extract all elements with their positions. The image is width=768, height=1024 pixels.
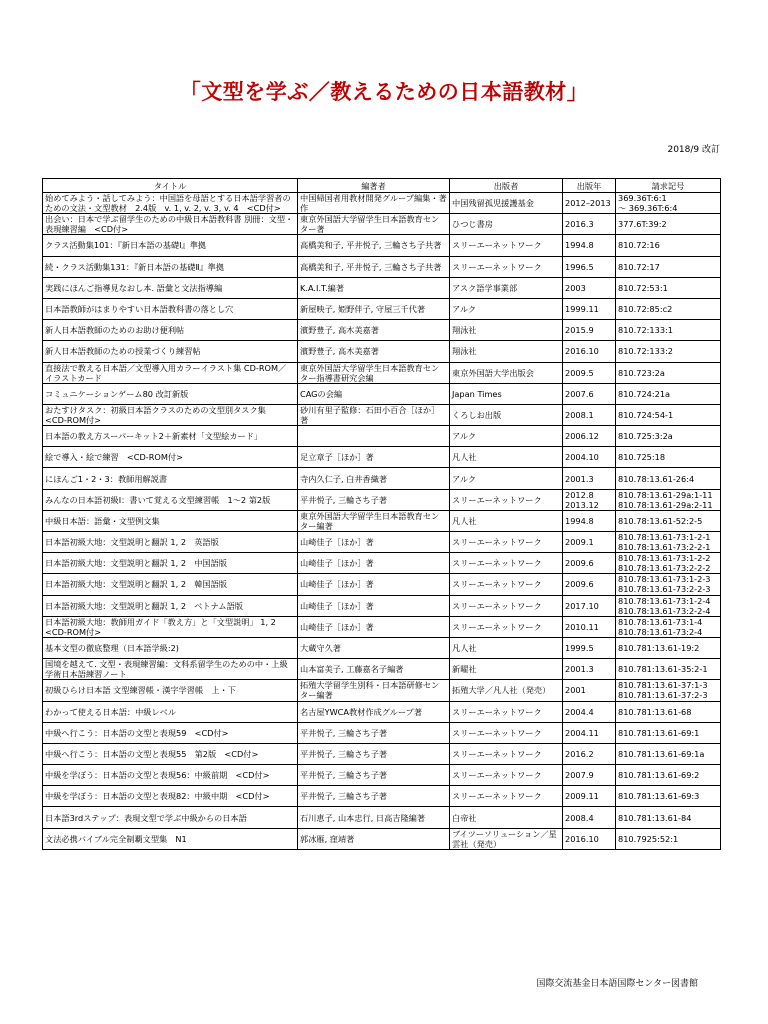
cell-year: 2006.12: [563, 426, 616, 447]
cell-year: 2008.4: [563, 807, 616, 828]
cell-call-number: 810.78:13.61-29a:1-11 810.78:13.61-29a:2-11: [616, 489, 721, 510]
table-row: [43, 574, 721, 595]
table-row: [43, 616, 721, 637]
cell-publisher: スリーエーネットワーク: [450, 489, 563, 510]
cell-publisher: スリーエーネットワーク: [450, 532, 563, 553]
cell-publisher: アルク: [450, 298, 563, 319]
cell-author: 平井悦子, 三輪さち子著: [298, 765, 450, 786]
cell-title: 中級を学ぼう：日本語の文型と表現82：中級中期 <CD付>: [43, 786, 298, 807]
cell-year: 2007.9: [563, 765, 616, 786]
cell-author: 東京外国語大学留学生日本語教育センター著: [298, 214, 450, 235]
cell-year: 2009.5: [563, 362, 616, 383]
cell-title: 日本語初級大地：教師用ガイド「教え方」と「文型説明」 1, 2 <CD-ROM付>: [43, 616, 298, 637]
page-title: 「文型を学ぶ／教えるための日本語教材」: [179, 80, 589, 104]
cell-publisher: アルク: [450, 468, 563, 489]
table-row: [43, 680, 721, 701]
cell-title: 絵で導入・絵で練習 <CD-ROM付>: [43, 447, 298, 468]
cell-publisher: スリーエーネットワーク: [450, 256, 563, 277]
column-header-year: 出版年: [563, 179, 616, 193]
cell-author: 寺内久仁子, 白井香織著: [298, 468, 450, 489]
table-row: [43, 722, 721, 743]
cell-title: コミュニケーションゲーム80 改訂新版: [43, 383, 298, 404]
cell-year: 2010.11: [563, 616, 616, 637]
table-row: [43, 637, 721, 658]
cell-year: 2003: [563, 277, 616, 298]
cell-year: 2015.9: [563, 320, 616, 341]
table-row: [43, 807, 721, 828]
cell-call-number: 810.781:13.61-35:2-1: [616, 659, 721, 680]
cell-call-number: 810.72:85:c2: [616, 298, 721, 319]
cell-title: わかって使える日本語：中級レベル: [43, 701, 298, 722]
cell-title: 国境を越えて. 文型・表現練習編：文科系留学生のための中・上級学術日本語練習ノート: [43, 659, 298, 680]
cell-year: 2009.1: [563, 532, 616, 553]
cell-call-number: 810.78:13.61-73:1-4 810.78:13.61-73:2-4: [616, 616, 721, 637]
cell-publisher: Japan Times: [450, 383, 563, 404]
cell-author: 濱野豊子, 高木美嘉著: [298, 320, 450, 341]
cell-call-number: 810.72:16: [616, 235, 721, 256]
cell-year: 2007.6: [563, 383, 616, 404]
cell-title: 出会い：日本で学ぶ留学生のための中級日本語教科書 別冊：文型・表現練習編 <CD付>: [43, 214, 298, 235]
cell-publisher: 凡人社: [450, 447, 563, 468]
cell-publisher: アスク語学事業部: [450, 277, 563, 298]
cell-title: おたすけタスク：初級日本語クラスのための文型別タスク集 <CD-ROM付>: [43, 404, 298, 425]
table-row: [43, 383, 721, 404]
cell-year: 2004.4: [563, 701, 616, 722]
cell-call-number: 810.725:18: [616, 447, 721, 468]
cell-call-number: 810.781:13.61-69:1: [616, 722, 721, 743]
cell-year: 2004.10: [563, 447, 616, 468]
cell-publisher: スリーエーネットワーク: [450, 595, 563, 616]
cell-title: 日本語初級大地：文型説明と翻訳 1, 2 中国語版: [43, 553, 298, 574]
cell-title: みんなの日本語初級Ⅰ：書いて覚える文型練習帳 1～2 第2版: [43, 489, 298, 510]
cell-call-number: 810.72:133:2: [616, 341, 721, 362]
cell-author: 濱野豊子, 高木美嘉著: [298, 341, 450, 362]
cell-year: 2001: [563, 680, 616, 701]
cell-title: 文法必携バイブル完全制覇文型集 N1: [43, 828, 298, 849]
cell-author: 山崎佳子［ほか］著: [298, 595, 450, 616]
cell-author: 山崎佳子［ほか］著: [298, 553, 450, 574]
cell-call-number: 810.724:54-1: [616, 404, 721, 425]
cell-year: 1994.8: [563, 235, 616, 256]
cell-author: 足立章子［ほか］著: [298, 447, 450, 468]
cell-title: 新人日本語教師のための授業づくり練習帖: [43, 341, 298, 362]
cell-publisher: スリーエーネットワーク: [450, 553, 563, 574]
cell-call-number: 810.781:13.61-69:2: [616, 765, 721, 786]
cell-call-number: 810.781:13.61-69:3: [616, 786, 721, 807]
cell-author: 砂川有里子監修：石田小百合［ほか］著: [298, 404, 450, 425]
cell-title: 中級日本語：語彙・文型例文集: [43, 510, 298, 531]
cell-call-number: 810.724:21a: [616, 383, 721, 404]
cell-publisher: アルク: [450, 426, 563, 447]
cell-call-number: 810.781:13.61-69:1a: [616, 743, 721, 764]
table-row: [43, 489, 721, 510]
cell-publisher: スリーエーネットワーク: [450, 574, 563, 595]
cell-call-number: 810.78:13.61-26:4: [616, 468, 721, 489]
cell-title: 日本語3rdステップ：表現文型で学ぶ中級からの日本語: [43, 807, 298, 828]
cell-title: 中級へ行こう：日本語の文型と表現59 <CD付>: [43, 722, 298, 743]
cell-year: 1994.8: [563, 510, 616, 531]
cell-year: 2012.8 2013.12: [563, 489, 616, 510]
cell-publisher: 白帝社: [450, 807, 563, 828]
cell-publisher: 翔泳社: [450, 341, 563, 362]
cell-title: 日本語初級大地：文型説明と翻訳 1, 2 英語版: [43, 532, 298, 553]
catalog-table: [42, 178, 721, 850]
cell-publisher: ブイツーソリューション／星雲社（発売）: [450, 828, 563, 849]
cell-title: 中級へ行こう：日本語の文型と表現55 第2版 <CD付>: [43, 743, 298, 764]
cell-year: 2001.3: [563, 659, 616, 680]
cell-author: 山崎佳子［ほか］著: [298, 574, 450, 595]
table-row: [43, 765, 721, 786]
cell-call-number: 810.72:133:1: [616, 320, 721, 341]
cell-year: 2016.3: [563, 214, 616, 235]
column-header-title: タイトル: [43, 179, 298, 193]
table-row: [43, 595, 721, 616]
cell-call-number: 810.7925:52:1: [616, 828, 721, 849]
cell-title: 実践にほんご指導見なおし本. 語彙と文法指導編: [43, 277, 298, 298]
cell-publisher: 凡人社: [450, 510, 563, 531]
table-row: [43, 256, 721, 277]
cell-author: 石川恵子, 山本忠行, 日高吉隆編著: [298, 807, 450, 828]
cell-year: 2017.10: [563, 595, 616, 616]
cell-call-number: 810.78:13.61-73:1-2-1 810.78:13.61-73:2-2-1: [616, 532, 721, 553]
cell-author: 拓殖大学留学生別科・日本語研修センター編著: [298, 680, 450, 701]
cell-call-number: 810.781:13.61-84: [616, 807, 721, 828]
cell-call-number: 377.6T:39:2: [616, 214, 721, 235]
table-row: [43, 447, 721, 468]
table-row: [43, 235, 721, 256]
cell-year: 2009.6: [563, 574, 616, 595]
cell-publisher: 翔泳社: [450, 320, 563, 341]
cell-year: 2009.6: [563, 553, 616, 574]
cell-publisher: スリーエーネットワーク: [450, 786, 563, 807]
cell-year: 1996.5: [563, 256, 616, 277]
cell-call-number: 369.36T:6:1 ～ 369.36T:6:4: [616, 193, 721, 214]
table-header-row: [43, 179, 721, 193]
column-header-call-number: 請求記号: [616, 179, 721, 193]
cell-year: 2004.11: [563, 722, 616, 743]
table-row: [43, 828, 721, 849]
cell-publisher: スリーエーネットワーク: [450, 743, 563, 764]
cell-year: 2001.3: [563, 468, 616, 489]
revision-date: 2018/9 改訂: [667, 145, 720, 155]
cell-publisher: スリーエーネットワーク: [450, 616, 563, 637]
cell-author: 東京外国語大学留学生日本語教育センター編著: [298, 510, 450, 531]
cell-publisher: 中国残留孤児援護基金: [450, 193, 563, 214]
cell-call-number: 810.72:53:1: [616, 277, 721, 298]
table-row: [43, 298, 721, 319]
cell-call-number: 810.781:13.61-68: [616, 701, 721, 722]
cell-call-number: 810.723:2a: [616, 362, 721, 383]
cell-publisher: 新曜社: [450, 659, 563, 680]
table-row: [43, 510, 721, 531]
cell-author: 高橋美和子, 平井悦子, 三輪さち子共著: [298, 235, 450, 256]
cell-author: 新屋映子, 姫野伴子, 守屋三千代著: [298, 298, 450, 319]
cell-author: 中国帰国者用教材開発グループ編集・著作: [298, 193, 450, 214]
cell-title: 日本語初級大地：文型説明と翻訳 1, 2 韓国語版: [43, 574, 298, 595]
cell-call-number: 810.78:13.61-73:1-2-4 810.78:13.61-73:2-2-4: [616, 595, 721, 616]
column-header-publisher: 出版者: [450, 179, 563, 193]
cell-year: 2016.10: [563, 341, 616, 362]
cell-title: 基本文型の徹底整理（日本語学級:2): [43, 637, 298, 658]
cell-publisher: スリーエーネットワーク: [450, 765, 563, 786]
cell-author: 平井悦子, 三輪さち子著: [298, 786, 450, 807]
cell-year: 2016.2: [563, 743, 616, 764]
cell-call-number: 810.781:13.61-19:2: [616, 637, 721, 658]
cell-author: CAGの会編: [298, 383, 450, 404]
cell-call-number: 810.78:13.61-73:1-2-3 810.78:13.61-73:2-2-3: [616, 574, 721, 595]
cell-call-number: 810.78:13.61-73:1-2-2 810.78:13.61-73:2-2-2: [616, 553, 721, 574]
table-row: [43, 362, 721, 383]
cell-author: 平井悦子, 三輪さち子著: [298, 722, 450, 743]
cell-title: にほんご1・2・3：教師用解説書: [43, 468, 298, 489]
table-row: [43, 277, 721, 298]
cell-publisher: 東京外国語大学出版会: [450, 362, 563, 383]
table-row: [43, 553, 721, 574]
table-row: [43, 701, 721, 722]
table-row: [43, 320, 721, 341]
cell-publisher: ひつじ書房: [450, 214, 563, 235]
cell-publisher: スリーエーネットワーク: [450, 235, 563, 256]
cell-call-number: 810.781:13.61-37:1-3 810.781:13.61-37:2-3: [616, 680, 721, 701]
cell-call-number: 810.78:13.61-52:2-5: [616, 510, 721, 531]
cell-author: 高橋美和子, 平井悦子, 三輪さち子共著: [298, 256, 450, 277]
cell-title: 日本語教師がはまりやすい日本語教科書の落とし穴: [43, 298, 298, 319]
cell-author: 名古屋YWCA教材作成グループ著: [298, 701, 450, 722]
cell-year: 2016.10: [563, 828, 616, 849]
cell-publisher: くろしお出版: [450, 404, 563, 425]
cell-author: 山本富美子, 工藤嘉名子編著: [298, 659, 450, 680]
cell-publisher: 凡人社: [450, 637, 563, 658]
cell-author: K.A.I.T.編著: [298, 277, 450, 298]
table-row: [43, 404, 721, 425]
table-row: [43, 214, 721, 235]
cell-author: 郭冰雁, 窪靖著: [298, 828, 450, 849]
cell-publisher: スリーエーネットワーク: [450, 701, 563, 722]
cell-author: 平井悦子, 三輪さち子著: [298, 489, 450, 510]
cell-call-number: 810.72:17: [616, 256, 721, 277]
cell-title: 続・クラス活動集131：『新日本語の基礎Ⅱ』準拠: [43, 256, 298, 277]
cell-author: 山崎佳子［ほか］著: [298, 616, 450, 637]
cell-title: 直接法で教える日本語／文型導入用カラーイラスト集 CD-ROM／ イラストカード: [43, 362, 298, 383]
table-row: [43, 532, 721, 553]
cell-title: 中級を学ぼう：日本語の文型と表現56：中級前期 <CD付>: [43, 765, 298, 786]
cell-title: クラス活動集101：『新日本語の基礎Ⅰ』準拠: [43, 235, 298, 256]
table-row: [43, 743, 721, 764]
table-row: [43, 659, 721, 680]
cell-title: 始めてみよう・話してみよう：中国語を母語とする日本語学習者のための文法・文型教材 2.4版 v. 1, v. 2, v. 3, v. 4 <CD付>: [43, 193, 298, 214]
cell-title: 新人日本語教師のためのお助け便利帖: [43, 320, 298, 341]
cell-call-number: 810.725:3:2a: [616, 426, 721, 447]
table-row: [43, 468, 721, 489]
table-row: [43, 341, 721, 362]
table-row: [43, 193, 721, 214]
cell-author: 平井悦子, 三輪さち子著: [298, 743, 450, 764]
column-header-author: 編著者: [298, 179, 450, 193]
cell-year: 1999.5: [563, 637, 616, 658]
cell-year: 2012–2013: [563, 193, 616, 214]
cell-year: 2009.11: [563, 786, 616, 807]
cell-year: 2008.1: [563, 404, 616, 425]
cell-publisher: 拓殖大学／凡人社（発売）: [450, 680, 563, 701]
cell-author: [298, 426, 450, 447]
cell-year: 1999.11: [563, 298, 616, 319]
library-name: 国際交流基金日本語国際センター図書館: [536, 979, 698, 989]
cell-author: 大蔵守久著: [298, 637, 450, 658]
cell-author: 東京外国語大学留学生日本語教育センター指導書研究会編: [298, 362, 450, 383]
table-row: [43, 426, 721, 447]
cell-title: 日本語初級大地：文型説明と翻訳 1, 2 ベトナム語版: [43, 595, 298, 616]
cell-title: 日本語の教え方スーパーキット2＋新素材「文型絵カード」: [43, 426, 298, 447]
cell-title: 初級ひらけ日本語 文型練習帳・漢字学習帳 上・下: [43, 680, 298, 701]
cell-publisher: スリーエーネットワーク: [450, 722, 563, 743]
table-row: [43, 786, 721, 807]
cell-author: 山崎佳子［ほか］著: [298, 532, 450, 553]
